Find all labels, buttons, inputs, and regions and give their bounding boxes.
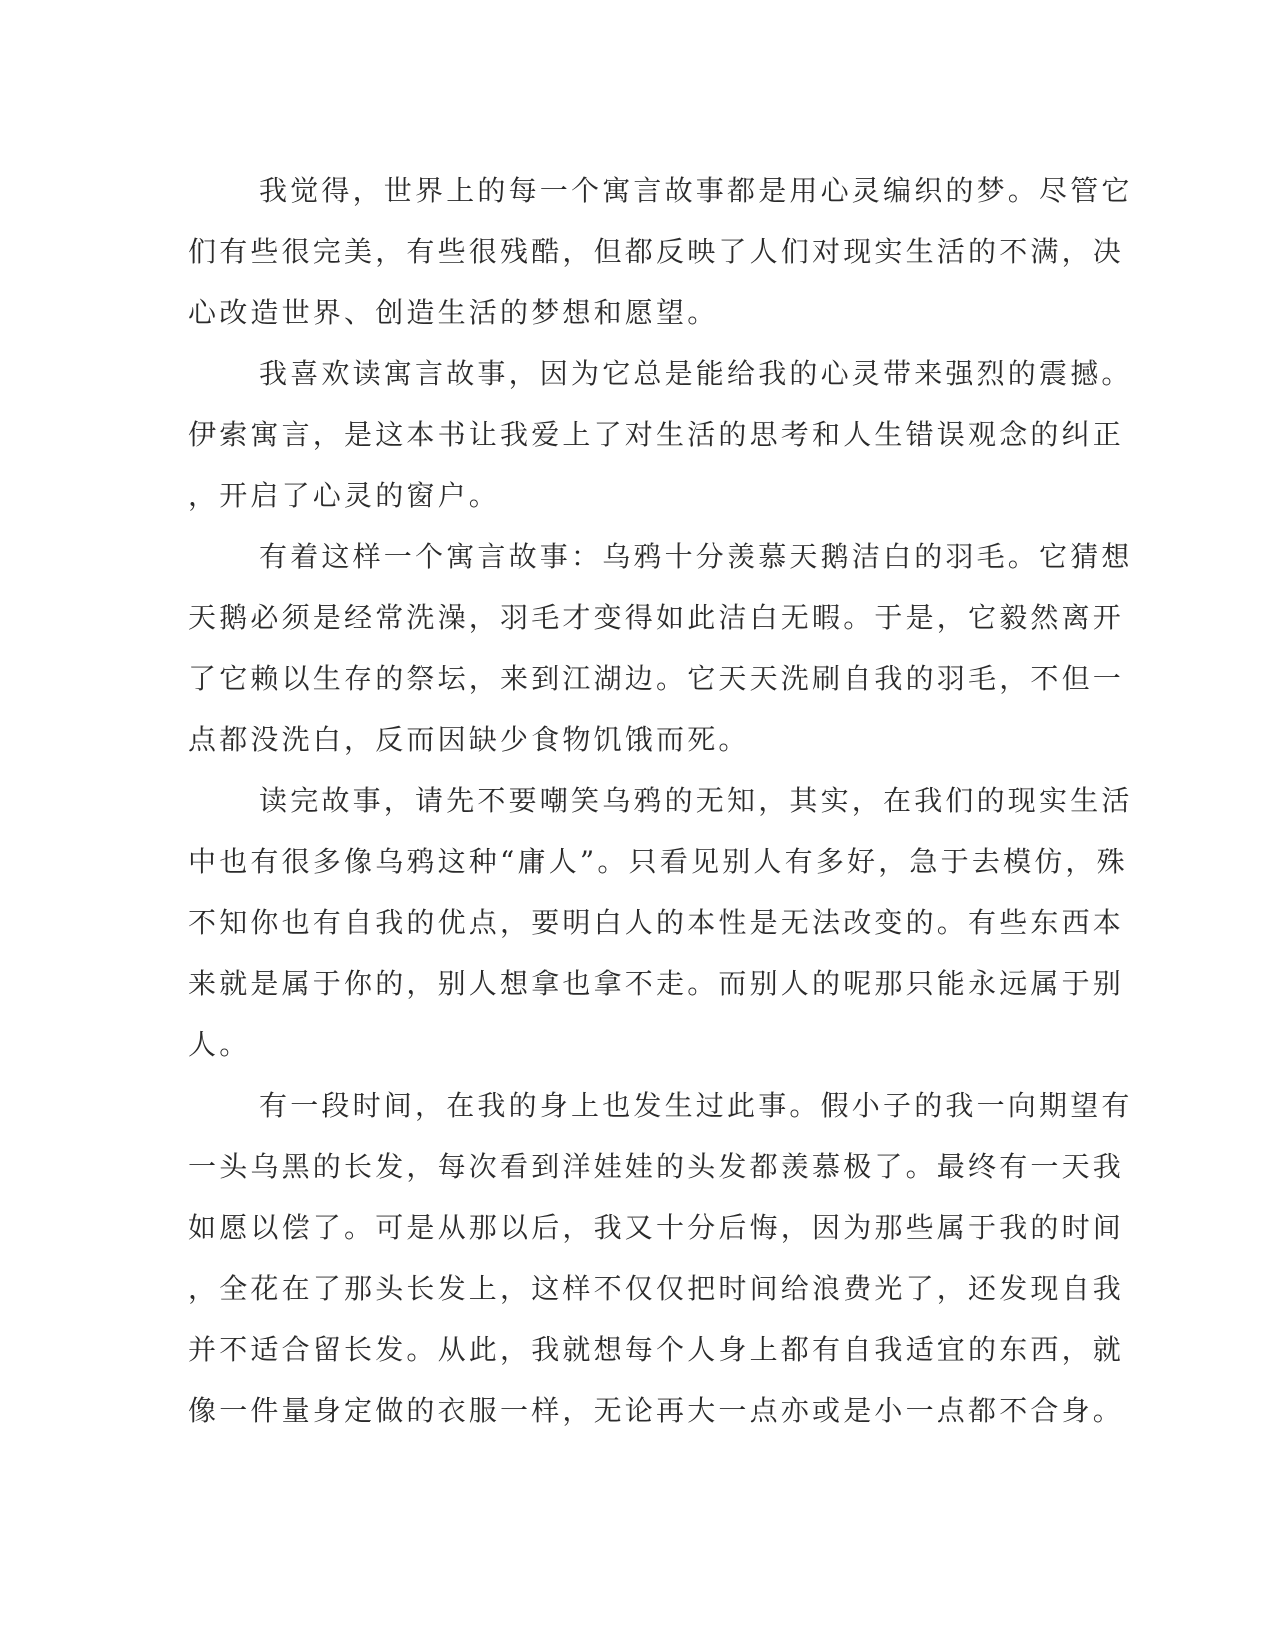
text-line: 读完故事，请先不要嘲笑乌鸦的无知，其实，在我们的现实生活: [259, 784, 1133, 817]
text-line: 我觉得，世界上的每一个寓言故事都是用心灵编织的梦。尽管它: [259, 174, 1133, 207]
paragraph-3: [188, 526, 1133, 770]
text-line: 一头乌黑的长发，每次看到洋娃娃的头发都羡慕极了。最终有一天我: [188, 1150, 1125, 1183]
text-line: 不知你也有自我的优点，要明白人的本性是无法改变的。有些东西本: [188, 906, 1125, 939]
paragraph-5: [188, 1075, 1133, 1441]
text-line: 像一件量身定做的衣服一样，无论再大一点亦或是小一点都不合身。: [188, 1394, 1125, 1427]
text-line: 点都没洗白，反而因缺少食物饥饿而死。: [188, 723, 750, 756]
paragraph-2: [188, 343, 1133, 526]
text-line: 有一段时间，在我的身上也发生过此事。假小子的我一向期望有: [259, 1089, 1133, 1122]
text-line: 并不适合留长发。从此，我就想每个人身上都有自我适宜的东西，就: [188, 1333, 1125, 1366]
text-line: 人。: [188, 1028, 251, 1061]
text-line: 伊索寓言，是这本书让我爱上了对生活的思考和人生错误观念的纠正: [188, 418, 1125, 451]
text-line: 心改造世界、创造生活的梦想和愿望。: [188, 296, 719, 329]
text-line: 我喜欢读寓言故事，因为它总是能给我的心灵带来强烈的震撼。: [259, 357, 1133, 390]
text-line: 天鹅必须是经常洗澡，羽毛才变得如此洁白无暇。于是，它毅然离开: [188, 601, 1125, 634]
text-line: 有着这样一个寓言故事：乌鸦十分羡慕天鹅洁白的羽毛。它猜想: [259, 540, 1133, 573]
text-line: 中也有很多像乌鸦这种“庸人”。只看见别人有多好，急于去模仿，殊: [188, 845, 1128, 878]
text-line: 们有些很完美，有些很残酷，但都反映了人们对现实生活的不满，决: [188, 235, 1125, 268]
paragraph-4: [188, 770, 1133, 1075]
text-line: 了它赖以生存的祭坛，来到江湖边。它天天洗刷自我的羽毛，不但一: [188, 662, 1125, 695]
text-line: ，全花在了那头长发上，这样不仅仅把时间给浪费光了，还发现自我: [188, 1272, 1125, 1305]
text-line: 如愿以偿了。可是从那以后，我又十分后悔，因为那些属于我的时间: [188, 1211, 1125, 1244]
paragraph-1: [188, 160, 1133, 343]
text-line: ，开启了心灵的窗户。: [188, 479, 501, 512]
text-line: 来就是属于你的，别人想拿也拿不走。而别人的呢那只能永远属于别: [188, 967, 1125, 1000]
essay-body: [188, 160, 1133, 1441]
